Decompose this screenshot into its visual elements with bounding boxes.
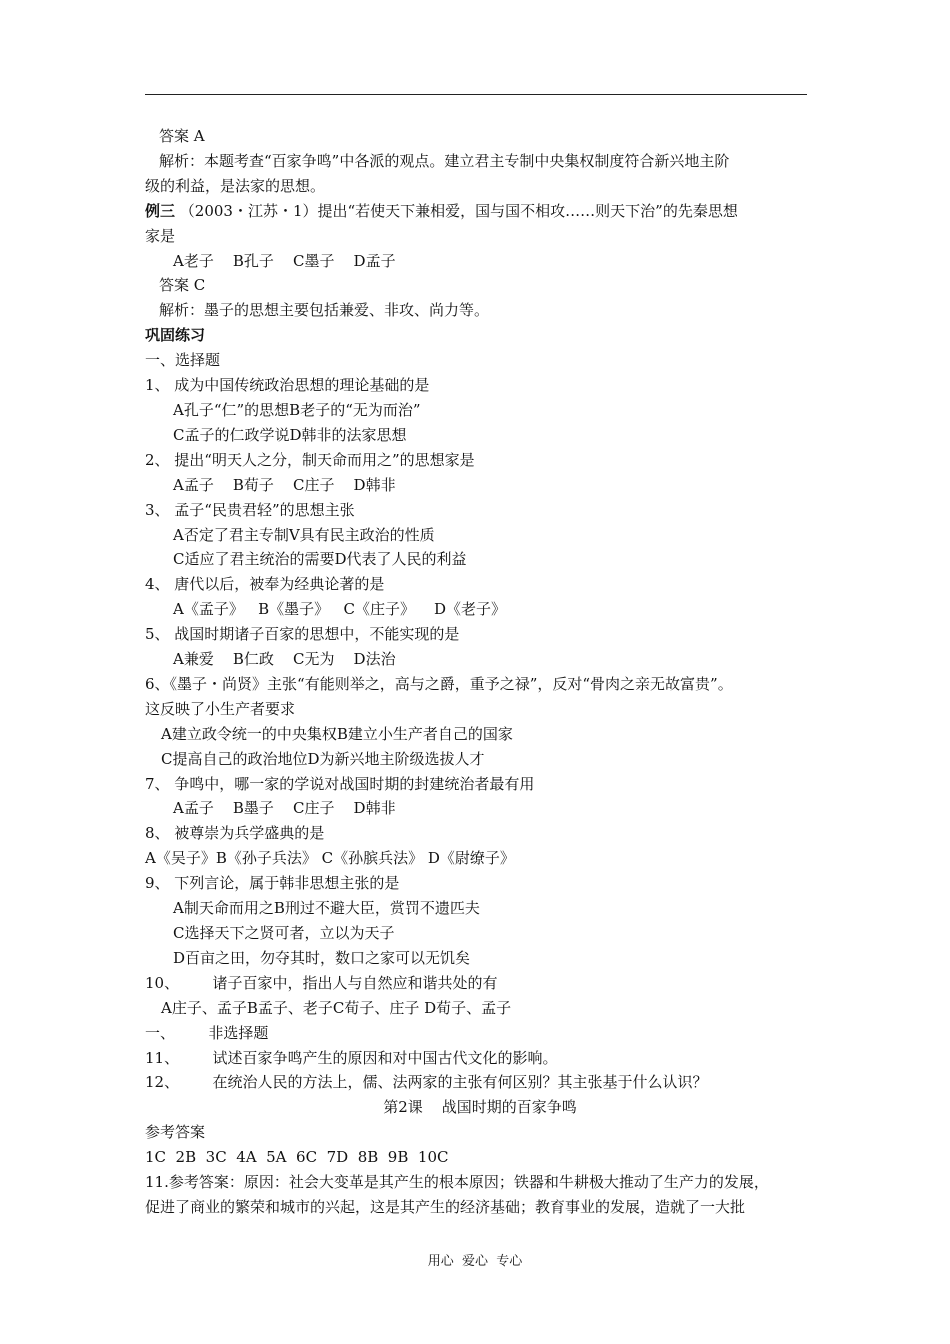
subsection-heading: 一、选择题 bbox=[145, 351, 221, 370]
question-4: 4、 唐代以后，被奉为经典论著的是 bbox=[145, 575, 385, 594]
question-11: 11、 试述百家争鸣产生的原因和对中国古代文化的影响。 bbox=[145, 1048, 558, 1067]
question-5-options: A兼爱 B仁政 C无为 D法治 bbox=[173, 650, 396, 669]
question-9-options-b: C选择天下之贤可者，立以为天子 bbox=[173, 924, 395, 942]
example-question bbox=[145, 199, 815, 224]
question-10: 10、 诸子百家中，指出人与自然应和谐共处的有 bbox=[145, 973, 498, 992]
analysis-line: 解析：墨子的思想主要包括兼爱、非攻、尚力等。 bbox=[159, 301, 490, 320]
question-2-options: A孟子 B荀子 C庄子 D韩非 bbox=[173, 475, 396, 494]
question-3: 3、 孟子“民贵君轻”的思想主张 bbox=[145, 500, 355, 519]
question-9-options-a: A制天命而用之B刑过不避大臣，赏罚不遗匹夫 bbox=[173, 899, 480, 918]
question-8: 8、 被尊崇为兵学盛典的是 bbox=[145, 824, 325, 843]
section-heading: 巩固练习 bbox=[145, 326, 206, 345]
question-1: 1、 成为中国传统政治思想的理论基础的是 bbox=[145, 376, 430, 395]
question-7: 7、 争鸣中，哪一家的学说对战国时期的封建统治者最有用 bbox=[145, 774, 535, 793]
header-rule bbox=[145, 94, 807, 95]
answer-key: 1C 2B 3C 4A 5A 6C 7D 8B 9B 10C bbox=[145, 1148, 449, 1167]
reference-answer-heading: 参考答案 bbox=[145, 1123, 206, 1142]
question-8-options: A《吴子》B《孙子兵法》 C《孙膑兵法》 D《尉缭子》 bbox=[145, 849, 515, 868]
example-question-cont: 家是 bbox=[145, 226, 176, 245]
question-12: 12、 在统治人民的方法上，儒、法两家的主张有何区别？其主张基于什么认识？ bbox=[145, 1073, 708, 1092]
question-4-options: A《孟子》 B《墨子》 C《庄子》 D《老子》 bbox=[173, 600, 507, 619]
question-6: 6、《墨子・尚贤》主张“有能则举之，高与之爵，重予之禄”，反对“骨肉之亲无故富贵”。 bbox=[145, 674, 733, 693]
example-label: 例三 bbox=[145, 201, 176, 220]
analysis-line: 解析：本题考查“百家争鸣”中各派的观点。建立君主专制中央集权制度符合新兴地主阶 bbox=[159, 151, 730, 170]
question-6-options-b: C提高自己的政治地位D为新兴地主阶级选拔人才 bbox=[161, 749, 485, 768]
analysis-line-cont: 级的利益，是法家的思想。 bbox=[145, 176, 326, 195]
question-6-cont: 这反映了小生产者要求 bbox=[145, 699, 296, 718]
answer-line: 答案 C bbox=[159, 276, 206, 295]
question-10-options: A庄子、孟子B孟子、老子C荀子、庄子 D荀子、孟子 bbox=[161, 998, 512, 1017]
example-text: （2003・江苏・1）提出“若使天下兼相爱，国与国不相攻……则天下治”的先秦思想 bbox=[175, 201, 738, 220]
question-7-options: A孟子 B墨子 C庄子 D韩非 bbox=[173, 799, 396, 818]
lesson-title: 第2课 战国时期的百家争鸣 bbox=[383, 1098, 577, 1117]
question-3-options-b: C适应了君主统治的需要D代表了人民的利益 bbox=[173, 550, 467, 569]
question-9: 9、 下列言论，属于韩非思想主张的是 bbox=[145, 874, 400, 893]
example-options: A老子 B孔子 C墨子 D孟子 bbox=[173, 251, 396, 270]
page-footer: 用心 爱心 专心 bbox=[427, 1254, 523, 1269]
answer-line: 答案 A bbox=[159, 127, 205, 145]
question-6-options-a: A建立政令统一的中央集权B建立小生产者自己的国家 bbox=[161, 724, 513, 743]
question-9-options-c: D百亩之田，勿夺其时，数口之家可以无饥矣 bbox=[173, 948, 471, 967]
document-body bbox=[145, 124, 815, 1220]
question-2: 2、 提出“明天人之分，制天命而用之”的思想家是 bbox=[145, 450, 475, 469]
question-3-options-a: A否定了君主专制V具有民主政治的性质 bbox=[173, 525, 435, 544]
question-1-options-a: A孔子“仁”的思想B老子的“无为而治” bbox=[173, 400, 421, 419]
answer-11: 11.参考答案：原因：社会大变革是其产生的根本原因；铁器和牛耕极大推动了生产力的发展， bbox=[145, 1173, 769, 1192]
answer-11-cont: 促进了商业的繁荣和城市的兴起，这是其产生的经济基础；教育事业的发展，造就了一大批 bbox=[145, 1197, 746, 1216]
subsection-heading: 一、 非选择题 bbox=[145, 1023, 269, 1042]
question-5: 5、 战国时期诸子百家的思想中，不能实现的是 bbox=[145, 625, 460, 644]
question-1-options-b: C孟子的仁政学说D韩非的法家思想 bbox=[173, 425, 407, 444]
